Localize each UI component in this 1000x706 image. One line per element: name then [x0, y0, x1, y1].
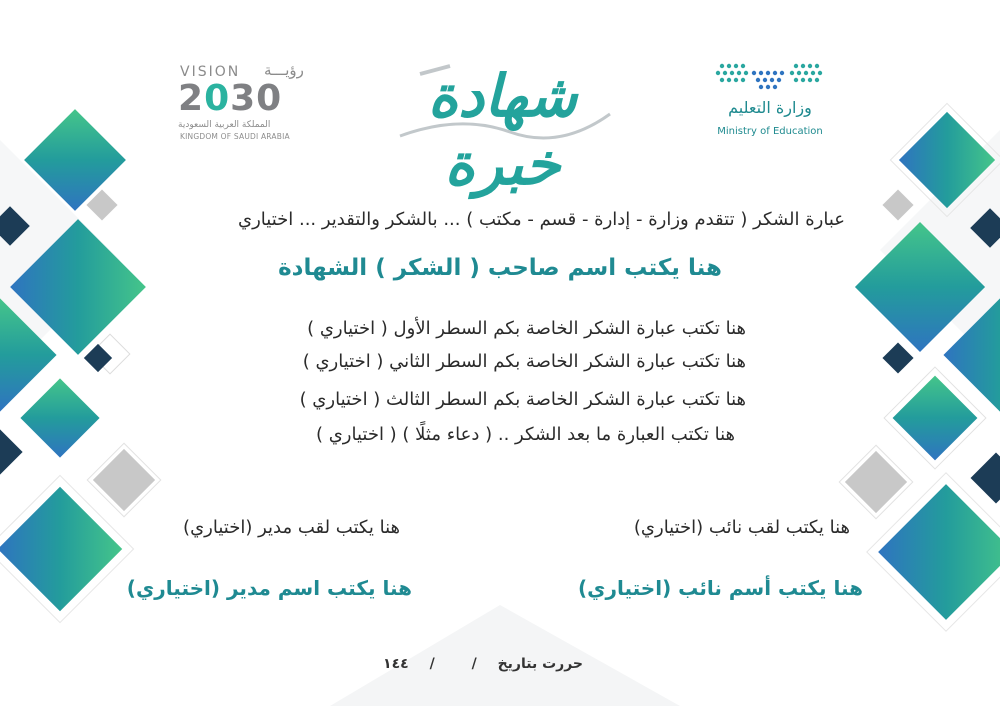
- ministry-dots-icon: [710, 60, 830, 96]
- thanks-line-2: هنا تكتب عبارة الشكر الخاصة بكم السطر الثاني ( اختياري ): [302, 351, 746, 372]
- director-name: هنا يكتب اسم مدير (اختياري): [126, 576, 412, 600]
- date-year: ١٤٤: [383, 656, 409, 672]
- vision-arabic-word: رؤيـــة: [264, 61, 304, 79]
- vision-arabic-kingdom: المملكة العربية السعودية: [178, 120, 271, 130]
- deputy-title: هنا يكتب لقب نائب (اختياري): [633, 517, 850, 538]
- thanks-line-1: هنا تكتب عبارة الشكر الخاصة بكم السطر الأول ( اختياري ): [307, 318, 746, 339]
- date-label: حررت بتاريخ: [497, 656, 583, 672]
- date-separator-1: /: [471, 656, 477, 672]
- title-text: شهادة خبرة: [427, 62, 578, 198]
- vision-word: VISION: [180, 64, 241, 80]
- ministry-arabic-name: وزارة التعليم: [728, 98, 812, 117]
- closing-line: هنا تكتب العبارة ما بعد الشكر .. ( دعاء مثلًا ) ( اختياري ): [315, 424, 735, 445]
- vision-year: 2030: [178, 78, 283, 119]
- issue-date: [383, 656, 583, 672]
- certificate-title: [380, 44, 625, 198]
- director-title: هنا يكتب لقب مدير (اختياري): [183, 517, 400, 538]
- thanks-line-3: هنا تكتب عبارة الشكر الخاصة بكم السطر الثالث ( اختياري ): [299, 389, 746, 410]
- intro-text: عبارة الشكر ( تتقدم وزارة - إدارة - قسم - مكتب ) ... بالشكر والتقدير ... اختياري: [238, 209, 845, 230]
- ministry-logo: [710, 58, 830, 148]
- vision-2030-logo: [178, 60, 303, 150]
- vision-english-kingdom: KINGDOM OF SAUDI ARABIA: [180, 132, 290, 141]
- recipient-name: هنا يكتب اسم صاحب ( الشكر ) الشهادة: [278, 255, 722, 281]
- deputy-name: هنا يكتب أسم نائب (اختياري): [577, 576, 863, 600]
- palm-emblem-icon: 0: [204, 78, 231, 119]
- ministry-english-name: Ministry of Education: [717, 126, 823, 137]
- date-separator-2: /: [429, 656, 435, 672]
